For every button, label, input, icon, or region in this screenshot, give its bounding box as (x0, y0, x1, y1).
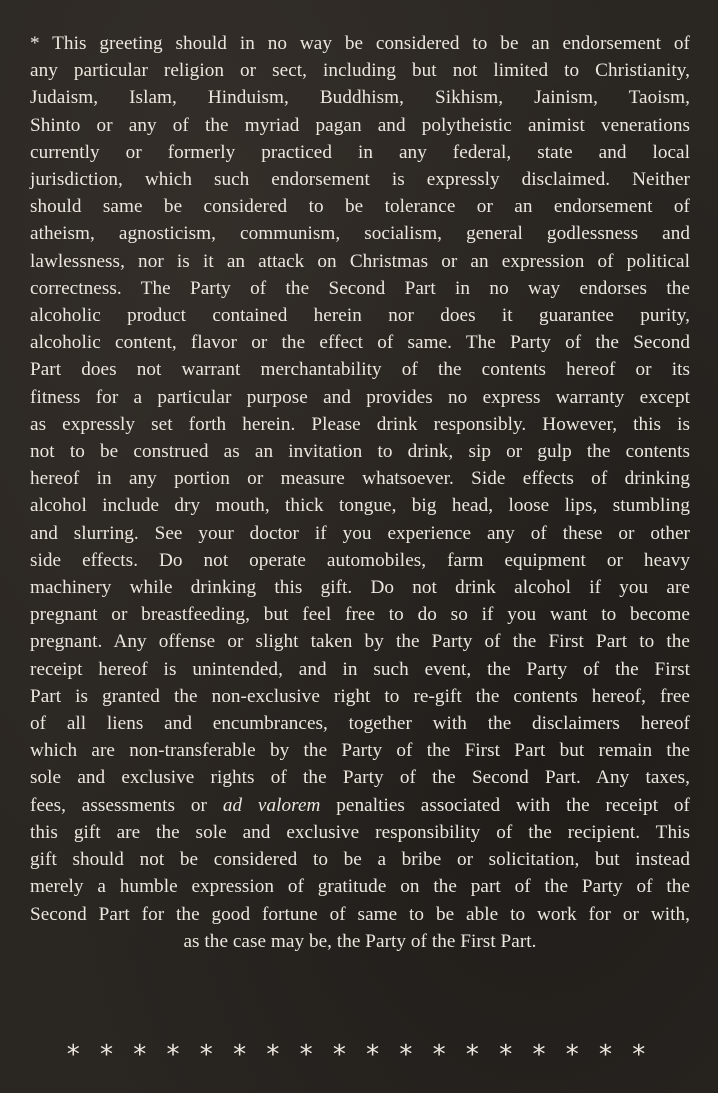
text-line: any particular religion or sect, including but not limited to Christianity, (30, 60, 690, 82)
text-line: alcohol include dry mouth, thick tongue, big head, loose lips, stumbling (30, 495, 690, 517)
text-line-ad-valorem (30, 792, 690, 819)
text-segment: fees, assessments or (30, 794, 223, 816)
text-line: merely a humble expression of gratitude on the part of the Party of the (30, 876, 690, 898)
text-line: and slurring. See your doctor if you experience any of these or other (30, 522, 690, 544)
text-line: hereof in any portion or measure whatsoever. Side effects of drinking (30, 468, 690, 490)
text-line: atheism, agnosticism, communism, socialism, general godlessness and (30, 223, 690, 245)
italic-phrase: ad valorem (222, 794, 321, 816)
text-line: jurisdiction, which such endorsement is expressly disclaimed. Neither (30, 169, 690, 191)
text-line: correctness. The Party of the Second Part in no way endorses the (30, 277, 690, 299)
disclaimer-text (30, 30, 690, 955)
text-line: side effects. Do not operate automobiles, farm equipment or heavy (30, 549, 690, 571)
text-line: as expressly set forth herein. Please drink responsibly. However, this is (30, 413, 690, 435)
final-line: as the case may be, the Party of the First Part. (183, 930, 537, 952)
text-line: receipt hereof is unintended, and in such event, the Party of the First (30, 658, 690, 680)
text-line: * This greeting should in no way be considered to be an endorsement of (30, 33, 690, 54)
text-line: sole and exclusive rights of the Party of the Second Part. Any taxes, (30, 767, 690, 789)
text-line: of all liens and encumbrances, together with the disclaimers hereof (30, 713, 690, 735)
text-line: machinery while drinking this gift. Do not drink alcohol if you are (30, 577, 690, 599)
text-line: not to be construed as an invitation to drink, sip or gulp the contents (30, 441, 690, 463)
text-line: Judaism, Islam, Hinduism, Buddhism, Sikhism, Jainism, Taoism, (30, 87, 690, 109)
text-line: this gift are the sole and exclusive responsibility of the recipient. This (30, 821, 690, 843)
text-line: which are non-transferable by the Party of the First Part but remain the (30, 740, 690, 762)
text-line: Part is granted the non-exclusive right to re-gift the contents hereof, free (30, 685, 690, 707)
text-line: Second Part for the good fortune of same to be able to work for or with, (30, 903, 690, 925)
text-segment: penalties associated with the receipt of (320, 794, 690, 816)
text-line: Shinto or any of the myriad pagan and polytheistic animist venerations (30, 114, 690, 136)
text-line: pregnant or breastfeeding, but feel free to do so if you want to become (30, 604, 690, 626)
text-line: lawlessness, nor is it an attack on Christmas or an expression of political (30, 250, 690, 272)
text-line: alcoholic content, flavor or the effect of same. The Party of the Second (30, 332, 690, 354)
text-line: alcoholic product contained herein nor does it guarantee purity, (30, 305, 690, 327)
text-line: currently or formerly practiced in any federal, state and local (30, 141, 690, 163)
text-line: gift should not be considered to be a bribe or solicitation, but instead (30, 849, 690, 871)
text-line: pregnant. Any offense or slight taken by the Party of the First Part to the (30, 631, 690, 653)
asterisk-divider: * * * * * * * * * * * * * * * * * * (66, 1040, 652, 1070)
text-line: should same be considered to be tolerance or an endorsement of (30, 196, 690, 218)
text-line: Part does not warrant merchantability of the contents hereof or its (30, 359, 690, 381)
text-line: fitness for a particular purpose and provides no express warranty except (30, 386, 690, 408)
